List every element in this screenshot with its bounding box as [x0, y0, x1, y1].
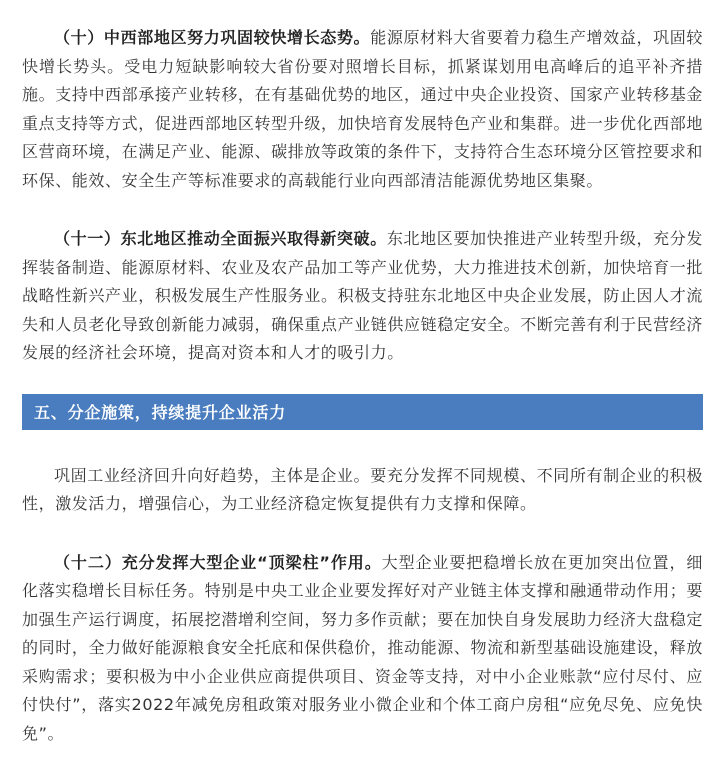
section-header-bar: [22, 394, 703, 430]
section-title: 五、分企施策，持续提升企业活力: [34, 403, 287, 422]
section-intro-paragraph: [22, 462, 703, 519]
paragraph-body: 大型企业要把稳增长放在更加突出位置，细化落实稳增长目标任务。特别是中央工业企业要发挥好对产业链主体支撑和融通带动作用；要加强生产运行调度，拓展挖潜增利空间，努力多作贡献；要在加快自身发展助力经济大盘稳定的同时，全力做好能源粮食安全托底和保供稳价，推动能源、物流和新型基础设施建设，释放采购需求；要积极为中小企业供应商提供项目、资金等支持，对中小企业账款“应付尽付、应付快付”，落实2022年减免房租政策对服务业小微企业和个体工商户房租“应免尽免、应免快免”。: [22, 552, 703, 743]
paragraph-heading: （十）中西部地区努力巩固较快增长态势。: [54, 28, 371, 47]
paragraph-heading: （十二）充分发挥大型企业“顶梁柱”作用。: [54, 552, 382, 572]
paragraph-11: [22, 225, 703, 368]
paragraph-10: [22, 0, 703, 195]
paragraph-body: 东北地区要加快推进产业转型升级，充分发挥装备制造、能源原材料、农业及农产品加工等产业优势，大力推进技术创新，加快培育一批战略性新兴产业，积极发展生产性服务业。积极支持驻东北地区中央企业发展，防止因人才流失和人员老化导致创新能力减弱，确保重点产业链供应链稳定安全。不断完善有利于民营经济发展的经济社会环境，提高对资本和人才的吸引力。: [22, 229, 703, 362]
paragraph-12: [22, 549, 703, 749]
paragraph-body: 能源原材料大省要着力稳生产增效益，巩固较快增长势头。受电力短缺影响较大省份要对照增长目标，抓紧谋划用电高峰后的追平补齐措施。支持中西部承接产业转移，在有基础优势的地区，通过中央企业投资、国家产业转移基金重点支持等方式，促进西部地区转型升级，加快培育发展特色产业和集群。进一步优化西部地区营商环境，在满足产业、能源、碳排放等政策的条件下，支持符合生态环境分区管控要求和环保、能效、安全生产等标准要求的高载能行业向西部清洁能源优势地区集聚。: [22, 28, 703, 190]
paragraph-body: 巩固工业经济回升向好趋势，主体是企业。要充分发挥不同规模、不同所有制企业的积极性，激发活力，增强信心，为工业经济稳定恢复提供有力支撑和保障。: [22, 465, 703, 513]
paragraph-heading: （十一）东北地区推动全面振兴取得新突破。: [54, 229, 387, 248]
